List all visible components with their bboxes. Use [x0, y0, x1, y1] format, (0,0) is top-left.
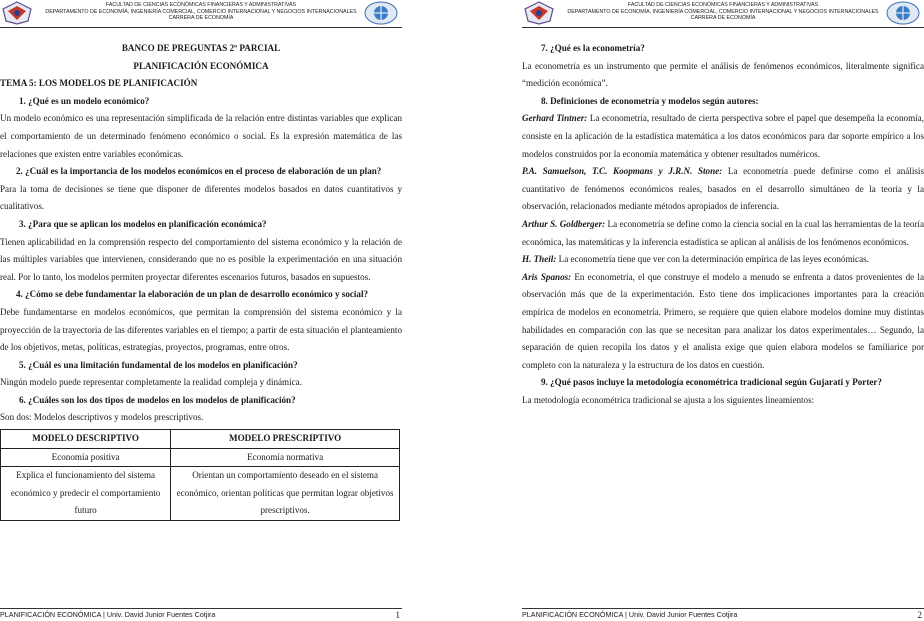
question-7: 7. ¿Qué es la econometría?: [541, 43, 645, 53]
author-name: H. Theil:: [522, 254, 557, 265]
table-cell: Economía positiva: [1, 448, 171, 467]
table-header-prescriptive: MODELO PRESCRIPTIVO: [171, 430, 400, 449]
page-number: 2: [917, 610, 922, 620]
definition-goldberger: Arthur S. Goldberger: La econometría se define como la ciencia social en la cual las herramientas de la teoría económica, las matemáticas y la inferencia estadística se aplican al análisis de los fenómenos económicos.: [522, 218, 924, 247]
author-name: P.A. Samuelson, T.C. Koopmans y J.R.N. Stone:: [522, 166, 723, 177]
document-page-2: [522, 0, 924, 620]
career-logo-icon: [364, 1, 398, 25]
page-body: [522, 40, 924, 409]
footer-text: PLANIFICACIÓN ECONÓMICA | Univ. David Junior Fuentes Cotjira: [522, 610, 738, 619]
faculty-logo-icon: [524, 1, 554, 25]
question-4: 4. ¿Cómo se debe fundamentar la elaboración de un plan de desarrollo económico y social?: [16, 289, 369, 300]
model-types-table: [0, 429, 400, 521]
page-footer: [522, 608, 924, 621]
author-name: Aris Spanos:: [522, 271, 572, 282]
answer-4: Debe fundamentarse en modelos económicos, que permitan la comprensión del sistema económico y la proyección de la trayectoria de las diferentes variables en el tiempo; a partir de esta situación el planteamiento de los objetivos, metas, políticas, estrategias, proyectos, programas, entre otros.: [0, 306, 402, 353]
question-2: 2. ¿Cuál es la importancia de los modelos económicos en el proceso de elaboración de un plan?: [16, 166, 382, 177]
definition-samuelson: P.A. Samuelson, T.C. Koopmans y J.R.N. Stone: La econometría puede definirse como el análisis cuantitativo de fenómenos económicos reales, basados en el desarrollo simultáneo de la teoría y la observación, relacionados mediante métodos apropiados de inferencia.: [522, 166, 924, 212]
bank-title: BANCO DE PREGUNTAS 2º PARCIAL: [121, 43, 281, 53]
table-cell: Explica el funcionamiento del sistema económico y predecir el comportamiento futuro: [1, 467, 171, 521]
answer-2: Para la toma de decisiones se tiene que disponer de diferentes modelos basados en datos cuantitativos y cualitativos.: [0, 183, 402, 212]
definition-spanos: Aris Spanos: En econometría, el que construye el modelo a menudo se enfrenta a datos provenientes de la observación más que de la experimentación. Esto tiene dos implicaciones importantes para la creación empírica de modelos en econometría. Primero, se requiere que quien elabore modelos domine muy distintas habilidades en comparación con las que se necesitan para analizar los datos experimentales… Segundo, la separación de quien recopila los datos y el analista exige que quien elabora modelos se familiarice por completo con la naturaleza y la estructura de los datos en cuestión.: [522, 271, 924, 370]
table-cell: Orientan un comportamiento deseado en el sistema económico, orientan políticas que permitan lograr objetivos prescriptivos.: [171, 467, 400, 521]
definition-theil: H. Theil: La econometría tiene que ver con la determinación empírica de las leyes económicas.: [522, 254, 869, 265]
theme-heading: TEMA 5: LOS MODELOS DE PLANIFICACIÓN: [0, 78, 198, 89]
answer-1: Un modelo económico es una representación simplificada de la relación entre distintas variables que explican el comportamiento de un determinado fenómeno económico o social. Es la expresión matemática de las relaciones que existen entre variables económicas.: [0, 113, 402, 159]
author-name: Gerhard Tintner:: [522, 113, 588, 124]
question-3: 3. ¿Para que se aplican los modelos en planificación económica?: [19, 218, 267, 229]
answer-3: Tienen aplicabilidad en la comprensión respecto del comportamiento del sistema económico y la relación de las múltiples variables que intervienen, considerando que no es posible la experimentación en una situación real. Por lo tanto, los modelos permiten proyectar diferentes escenarios futuros, basados en supuestos.: [0, 236, 402, 282]
page-header: [0, 0, 402, 26]
course-title: PLANIFICACIÓN ECONÓMICA: [133, 60, 269, 71]
document-page-1: [0, 0, 402, 620]
author-name: Arthur S. Goldberger:: [522, 218, 606, 229]
page-footer: [0, 608, 402, 621]
page-number: 1: [395, 610, 400, 620]
table-header-descriptive: MODELO DESCRIPTIVO: [1, 430, 171, 449]
table-cell: Economía normativa: [171, 448, 400, 467]
header-text: FACULTAD DE CIENCIAS ECONÓMICAS FINANCIERAS Y ADMINISTRATIVAS DEPARTAMENTO DE ECONOMÍA, INGENIERÍA COMERCIAL, COMERCIO INTERNACIONAL Y NEGOCIOS INTERNACIONALES CARRERA DE ECONOMÍA: [567, 2, 879, 22]
answer-6: Son dos: Modelos descriptivos y modelos prescriptivos.: [0, 412, 204, 423]
question-9: 9. ¿Qué pasos incluye la metodología econométrica tradicional según Gujarati y Porter?: [541, 377, 882, 388]
question-1: 1. ¿Qué es un modelo económico?: [19, 95, 150, 106]
question-6: 6. ¿Cuáles son los dos tipos de modelos en los modelos de planificación?: [19, 394, 296, 405]
header-rule: [0, 27, 402, 28]
footer-text: PLANIFICACIÓN ECONÓMICA | Univ. David Junior Fuentes Cotjira: [0, 610, 216, 619]
question-8: 8. Definiciones de econometría y modelos según autores:: [541, 95, 759, 106]
answer-5: Ningún modelo puede representar completamente la realidad compleja y dinámica.: [0, 377, 302, 388]
definition-tintner: Gerhard Tintner: La econometría, resultado de cierta perspectiva sobre el papel que desempeña la economía, consiste en la aplicación de la estadística matemática a los datos económicos para dar soporte empírico a los modelos construidos por la economía matemática y obtener resultados numéricos.: [522, 113, 924, 159]
answer-7: La econometría es un instrumento que permite el análisis de fenómenos económicos, literalmente significa “medición económica”.: [522, 60, 924, 89]
header-text: FACULTAD DE CIENCIAS ECONÓMICAS FINANCIERAS Y ADMINISTRATIVAS DEPARTAMENTO DE ECONOMÍA, INGENIERÍA COMERCIAL, COMERCIO INTERNACIONAL Y NEGOCIOS INTERNACIONALES CARRERA DE ECONOMÍA: [45, 2, 357, 22]
faculty-logo-icon: [2, 1, 32, 25]
header-rule: [522, 27, 924, 28]
answer-9: La metodología econométrica tradicional se ajusta a los siguientes lineamientos:: [522, 394, 815, 405]
career-logo-icon: [886, 1, 920, 25]
question-5: 5. ¿Cuál es una limitación fundamental de los modelos en planificación?: [19, 359, 298, 370]
page-header: [522, 0, 924, 26]
page-body: [0, 40, 402, 521]
